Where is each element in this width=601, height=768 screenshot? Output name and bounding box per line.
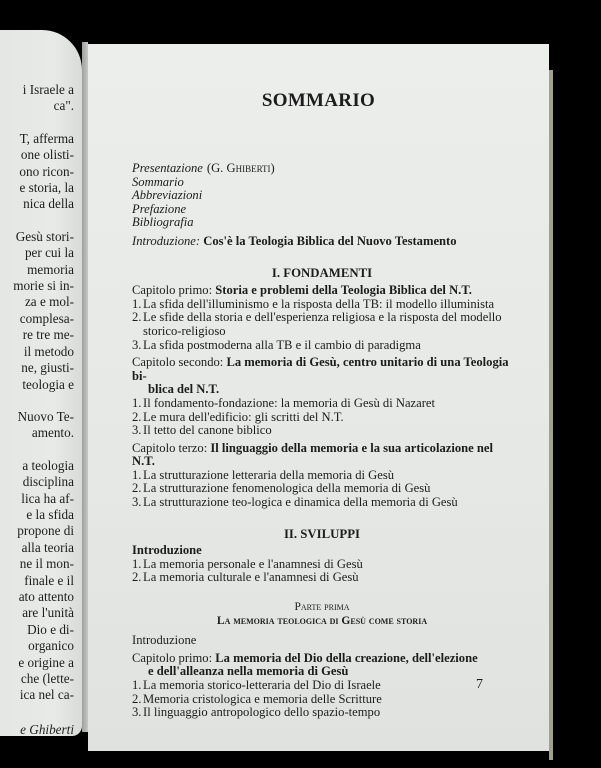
item-text: Memoria cristologica e memoria delle Scritture <box>143 691 382 706</box>
item-number: 2. <box>132 409 142 424</box>
entry-author: (G. Ghiberti) <box>206 161 275 175</box>
chapter-label: Capitolo primo: <box>132 650 216 665</box>
text-line: lica ha af- <box>21 490 74 506</box>
section-fondamenti-chapters <box>132 284 512 510</box>
text-line: e origine a <box>18 654 74 670</box>
text-line: organico <box>28 638 74 654</box>
chapter-block <box>132 356 512 438</box>
item-text: La memoria storico-letteraria del Dio di Israele <box>143 678 381 692</box>
item-text: La sfida postmoderna alla TB e il cambio di paradigma <box>143 337 421 352</box>
toc-entry-sommario: Sommario <box>132 174 184 189</box>
toc-item <box>132 311 512 338</box>
text-line: e la sfida <box>26 506 74 522</box>
chapter-label: Capitolo secondo: <box>132 355 227 370</box>
text-line: nica della <box>23 196 74 212</box>
item-number: 2. <box>132 481 142 496</box>
item-text: La memoria personale e l'anamnesi di Gesù <box>143 556 363 571</box>
chapter-block <box>132 284 512 352</box>
front-matter <box>132 162 512 230</box>
item-text: Le sfide della storia e dell'esperienza religiosa e la risposta del modello storico-religioso <box>143 310 502 338</box>
text-line: Nuovo Te- <box>17 408 74 424</box>
toc-item <box>132 411 512 425</box>
item-number: 1. <box>132 678 142 692</box>
text-line: che (lette- <box>20 671 74 686</box>
text-line: ato attento <box>18 588 74 604</box>
item-text: La strutturazione letteraria della memoria di Gesù <box>143 467 395 482</box>
text-line: complesa- <box>19 310 74 326</box>
paragraph <box>0 458 74 704</box>
chapter-title: Storia e problemi della Teologia Biblica del N.T. <box>215 283 472 298</box>
part-intro: Introduzione <box>132 633 197 648</box>
toc-item <box>132 339 512 353</box>
item-number: 1. <box>132 467 142 482</box>
toc-item <box>132 571 512 585</box>
left-page <box>0 30 82 736</box>
text-line: propone di <box>17 523 74 539</box>
item-number: 3. <box>132 337 142 352</box>
entry-label: Presentazione <box>132 161 203 175</box>
text-line: ne il mon- <box>19 556 74 572</box>
item-text: Il fondamento-fondazione: la memoria di Gesù di Nazaret <box>143 395 435 410</box>
paragraph <box>0 229 74 393</box>
text-line: alla teoria <box>21 539 74 555</box>
toc-entry-introduzione <box>132 235 512 249</box>
text-line: finale e il <box>24 572 74 588</box>
right-page <box>88 44 549 751</box>
entry-label: Introduzione: <box>132 233 201 248</box>
text-line: ne, giusti- <box>21 360 74 376</box>
section-heading-fondamenti: I. FONDAMENTI <box>271 265 373 280</box>
page-number: 7 <box>476 677 483 692</box>
item-text: Il tetto del canone biblico <box>143 423 272 438</box>
chapter-heading <box>132 652 512 666</box>
sviluppi-intro-items <box>132 558 512 585</box>
chapter-title: La memoria di Gesù, centro unitario di una Teologia bi- <box>132 355 509 383</box>
toc-item <box>132 397 512 411</box>
item-text: La strutturazione teo-logica e dinamica della memoria di Gesù <box>143 495 458 510</box>
toc-entry-prefazione: Prefazione <box>132 201 187 216</box>
toc-item <box>132 706 512 720</box>
text-line: ica nel ca- <box>19 687 74 703</box>
toc-item <box>132 693 512 707</box>
chapter-block <box>132 442 512 510</box>
toc-item <box>132 558 512 572</box>
text-line: amento. <box>31 425 74 441</box>
item-number: 3. <box>132 705 142 720</box>
text-line: e storia, la <box>19 180 74 196</box>
text-line: teologia e <box>22 376 74 392</box>
text-line: i Israele a <box>22 82 74 97</box>
toc-entry-abbreviazioni: Abbreviazioni <box>132 188 203 203</box>
item-number: 2. <box>132 310 142 325</box>
toc-item <box>132 496 512 510</box>
signature: e Ghiberti <box>20 721 74 736</box>
section-heading-sviluppi: II. SVILUPPI <box>283 526 361 541</box>
chapter-title: La memoria del Dio della creazione, dell'elezione <box>215 650 478 665</box>
item-number: 1. <box>132 395 142 410</box>
part-title: La memoria teologica di Gesù come storia <box>216 614 428 627</box>
paragraph <box>0 82 74 115</box>
item-text: La sfida dell'illuminismo e la risposta della TB: il modello illuminista <box>143 296 495 311</box>
item-text: Il linguaggio antropologico dello spazio-tempo <box>143 705 381 720</box>
text-line: T, afferma <box>19 130 74 146</box>
toc-item <box>132 679 512 693</box>
text-line: disciplina <box>22 474 74 490</box>
item-text: La strutturazione fenomenologica della memoria di Gesù <box>143 481 431 496</box>
item-number: 3. <box>132 423 142 438</box>
text-line: per cui la <box>24 245 74 261</box>
table-of-contents <box>132 162 512 720</box>
text-line: morie si in- <box>13 278 74 294</box>
sviluppi-intro-heading: Introduzione <box>132 543 202 558</box>
text-line: ono ricon- <box>19 163 74 179</box>
chapter-label: Capitolo primo: <box>132 283 216 298</box>
part-chapter <box>132 652 512 720</box>
toc-item <box>132 424 512 438</box>
text-line: ca". <box>53 98 74 114</box>
chapter-heading <box>132 442 512 469</box>
item-number: 3. <box>132 495 142 510</box>
page-edge <box>549 70 553 760</box>
part-label: Parte prima <box>294 601 350 614</box>
toc-item <box>132 298 512 312</box>
paragraph <box>0 409 74 442</box>
text-line: a teologia <box>22 457 74 473</box>
chapter-title-continued: e dell'alleanza nella memoria di Gesù <box>148 664 349 679</box>
chapter-heading <box>132 284 512 298</box>
text-line: za e mol- <box>24 294 74 310</box>
text-line: one olisti- <box>20 147 74 163</box>
text-line: Dio e di- <box>27 621 74 637</box>
chapter-title: Il linguaggio della memoria e la sua articolazione nel N.T. <box>132 440 493 469</box>
text-line: memoria <box>27 261 74 277</box>
page-title: SOMMARIO <box>261 90 376 111</box>
chapter-label: Capitolo terzo: <box>132 440 211 455</box>
text-line: il metodo <box>23 343 74 359</box>
left-page-text <box>0 82 74 736</box>
text-line: re tre me- <box>22 327 74 343</box>
text-line: are l'unità <box>22 605 74 621</box>
entry-title: Cos'è la Teologia Biblica del Nuovo Testamento <box>203 233 457 248</box>
text-line: Gesù stori- <box>15 228 74 244</box>
item-text: La memoria culturale e l'anamnesi di Gesù <box>143 570 359 585</box>
toc-item <box>132 469 512 483</box>
item-number: 2. <box>132 691 142 706</box>
item-number: 2. <box>132 570 142 585</box>
item-number: 1. <box>132 556 142 571</box>
item-text: Le mura dell'edificio: gli scritti del N.T. <box>143 409 344 424</box>
chapter-title-continued: blica del N.T. <box>148 382 220 397</box>
toc-entry-bibliografia: Bibliografia <box>132 215 194 230</box>
toc-entry-presentazione <box>132 162 512 176</box>
item-number: 1. <box>132 296 142 311</box>
toc-item <box>132 482 512 496</box>
chapter-block <box>132 652 512 720</box>
chapter-heading <box>132 356 512 383</box>
paragraph <box>0 131 74 213</box>
